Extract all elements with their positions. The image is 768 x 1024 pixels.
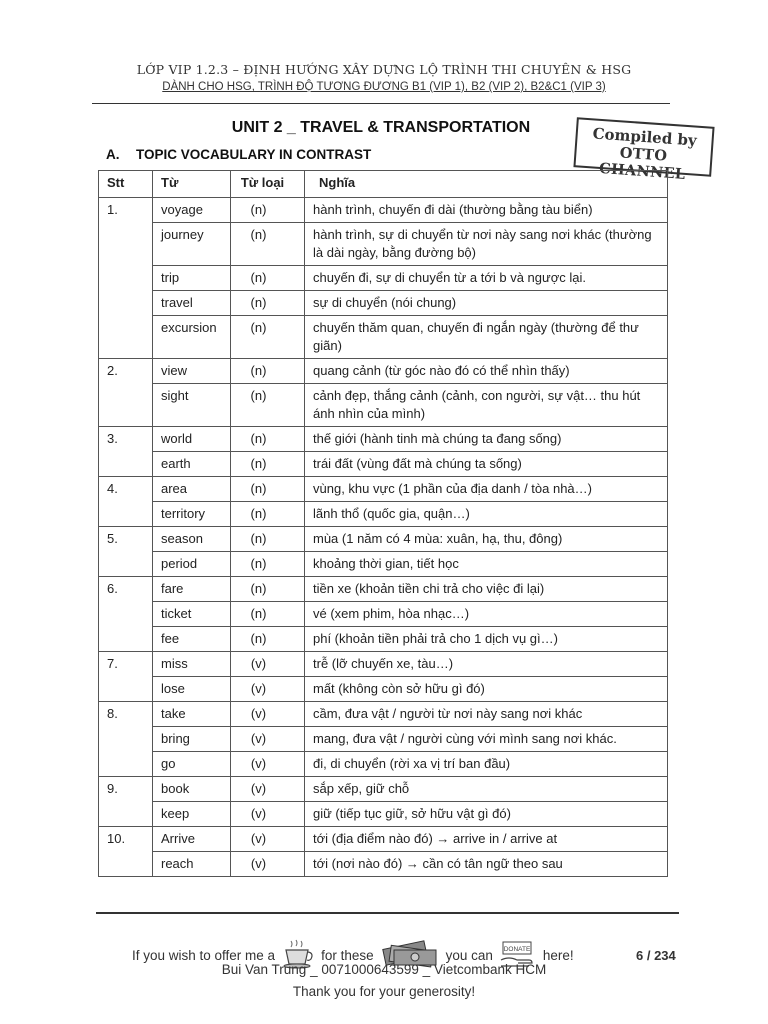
part-of-speech-cell: (n): [231, 502, 305, 527]
meaning-cell: vé (xem phim, hòa nhạc…): [305, 602, 668, 627]
meaning-cell: lãnh thổ (quốc gia, quận…): [305, 502, 668, 527]
word-cell: travel: [153, 291, 231, 316]
meaning-cell: trễ (lỡ chuyến xe, tàu…): [305, 652, 668, 677]
table-row: [99, 802, 668, 827]
meaning-cell: cầm, đưa vật / người từ nơi này sang nơi khác: [305, 702, 668, 727]
part-of-speech-cell: (n): [231, 527, 305, 552]
row-number: 8.: [99, 702, 153, 777]
row-number: 1.: [99, 198, 153, 359]
part-of-speech-cell: (n): [231, 198, 305, 223]
word-cell: excursion: [153, 316, 231, 359]
meaning-cell: tới (nơi nào đó) → cần có tân ngữ theo sau: [305, 852, 668, 877]
word-cell: Arrive: [153, 827, 231, 852]
page-number: 6 / 234: [636, 948, 676, 963]
thank-you-note: Thank you for your generosity!: [292, 984, 476, 999]
table-row: [99, 291, 668, 316]
meaning-cell: chuyến đi, sự di chuyển từ a tới b và ngược lại.: [305, 266, 668, 291]
part-of-speech-cell: (v): [231, 827, 305, 852]
row-number: 4.: [99, 477, 153, 527]
meaning-cell: khoảng thời gian, tiết học: [305, 552, 668, 577]
section-title: TOPIC VOCABULARY IN CONTRAST: [136, 147, 372, 162]
table-row: [99, 502, 668, 527]
meaning-cell: mùa (1 năm có 4 mùa: xuân, hạ, thu, đông): [305, 527, 668, 552]
word-cell: keep: [153, 802, 231, 827]
table-row: [99, 552, 668, 577]
header-title: LỚP VIP 1.2.3 – ĐỊNH HƯỚNG XÂY DỰNG LỘ TRÌNH THI CHUYÊN & HSG: [136, 62, 632, 77]
table-row: [99, 727, 668, 752]
meaning-cell: chuyến thăm quan, chuyến đi ngắn ngày (thường để thư giãn): [305, 316, 668, 359]
row-number: 3.: [99, 427, 153, 477]
part-of-speech-cell: (n): [231, 359, 305, 384]
part-of-speech-cell: (n): [231, 223, 305, 266]
unit-title: UNIT 2 _ TRAVEL & TRANSPORTATION: [231, 119, 531, 136]
word-cell: fare: [153, 577, 231, 602]
donation-text-c: you can: [445, 948, 493, 963]
table-row: [99, 477, 668, 502]
part-of-speech-cell: (n): [231, 577, 305, 602]
word-cell: territory: [153, 502, 231, 527]
word-cell: ticket: [153, 602, 231, 627]
table-row: [99, 384, 668, 427]
word-cell: voyage: [153, 198, 231, 223]
part-of-speech-cell: (v): [231, 802, 305, 827]
part-of-speech-cell: (n): [231, 552, 305, 577]
table-row: [99, 852, 668, 877]
meaning-cell: tới (địa điểm nào đó) → arrive in / arrive at: [305, 827, 668, 852]
table-row: [99, 266, 668, 291]
word-cell: take: [153, 702, 231, 727]
part-of-speech-cell: (n): [231, 316, 305, 359]
word-cell: bring: [153, 727, 231, 752]
table-row: [99, 752, 668, 777]
word-cell: lose: [153, 677, 231, 702]
table-row: [99, 316, 668, 359]
part-of-speech-cell: (v): [231, 777, 305, 802]
meaning-cell: sự di chuyển (nói chung): [305, 291, 668, 316]
word-cell: sight: [153, 384, 231, 427]
word-cell: book: [153, 777, 231, 802]
donation-text-d: here!: [542, 948, 574, 963]
part-of-speech-cell: (v): [231, 727, 305, 752]
part-of-speech-cell: (n): [231, 266, 305, 291]
table-row: [99, 452, 668, 477]
part-of-speech-cell: (n): [231, 427, 305, 452]
word-cell: view: [153, 359, 231, 384]
meaning-cell: trái đất (vùng đất mà chúng ta sống): [305, 452, 668, 477]
part-of-speech-cell: (n): [231, 452, 305, 477]
word-cell: area: [153, 477, 231, 502]
part-of-speech-cell: (v): [231, 677, 305, 702]
table-row: [99, 198, 668, 223]
part-of-speech-cell: (n): [231, 384, 305, 427]
part-of-speech-cell: (v): [231, 702, 305, 727]
part-of-speech-cell: (v): [231, 852, 305, 877]
header-meaning: Nghĩa: [305, 171, 668, 198]
meaning-cell: phí (khoản tiền phải trả cho 1 dịch vụ gì…): [305, 627, 668, 652]
meaning-cell: mang, đưa vật / người cùng với mình sang nơi khác.: [305, 727, 668, 752]
vocabulary-table: [98, 170, 668, 877]
section-letter: A.: [106, 147, 120, 162]
stamp-line-2: OTTO CHANNEL: [598, 144, 686, 183]
donate-label: DONATE: [503, 946, 531, 953]
word-cell: trip: [153, 266, 231, 291]
part-of-speech-cell: (n): [231, 477, 305, 502]
table-row: [99, 602, 668, 627]
donation-text-a: If you wish to offer me a: [132, 948, 276, 963]
meaning-cell: giữ (tiếp tục giữ, sở hữu vật gì đó): [305, 802, 668, 827]
row-number: 10.: [99, 827, 153, 877]
table-row: [99, 359, 668, 384]
part-of-speech-cell: (v): [231, 652, 305, 677]
word-cell: reach: [153, 852, 231, 877]
word-cell: go: [153, 752, 231, 777]
table-row: [99, 527, 668, 552]
table-header-row: [99, 171, 668, 198]
compiled-by-stamp: [573, 117, 714, 183]
word-cell: journey: [153, 223, 231, 266]
stamp-line-1: Compiled by: [592, 124, 698, 150]
footer-divider: [96, 912, 679, 914]
word-cell: miss: [153, 652, 231, 677]
meaning-cell: vùng, khu vực (1 phần của địa danh / tòa nhà…): [305, 477, 668, 502]
table-row: [99, 702, 668, 727]
table-row: [99, 577, 668, 602]
table-row: [99, 427, 668, 452]
meaning-cell: đi, di chuyển (rời xa vị trí ban đầu): [305, 752, 668, 777]
meaning-cell: hành trình, chuyến đi dài (thường bằng tàu biển): [305, 198, 668, 223]
row-number: 5.: [99, 527, 153, 577]
table-row: [99, 827, 668, 852]
donation-text-b: for these: [321, 948, 374, 963]
meaning-cell: mất (không còn sở hữu gì đó): [305, 677, 668, 702]
table-row: [99, 777, 668, 802]
table-body: [99, 198, 668, 877]
header-divider: [92, 103, 670, 104]
word-cell: world: [153, 427, 231, 452]
part-of-speech-cell: (n): [231, 602, 305, 627]
word-cell: period: [153, 552, 231, 577]
header-part-of-speech: Từ loại: [231, 171, 305, 198]
meaning-cell: sắp xếp, giữ chỗ: [305, 777, 668, 802]
meaning-cell: hành trình, sự di chuyển từ nơi này sang nơi khác (thường là dài ngày, bằng đường bộ): [305, 223, 668, 266]
meaning-cell: thế giới (hành tinh mà chúng ta đang sống): [305, 427, 668, 452]
table-row: [99, 223, 668, 266]
part-of-speech-cell: (n): [231, 627, 305, 652]
meaning-cell: quang cảnh (từ góc nào đó có thể nhìn thấy): [305, 359, 668, 384]
header-stt: Stt: [99, 171, 153, 198]
table-row: [99, 627, 668, 652]
word-cell: earth: [153, 452, 231, 477]
part-of-speech-cell: (n): [231, 291, 305, 316]
row-number: 9.: [99, 777, 153, 827]
table-row: [99, 652, 668, 677]
table-row: [99, 677, 668, 702]
row-number: 7.: [99, 652, 153, 702]
row-number: 6.: [99, 577, 153, 652]
word-cell: season: [153, 527, 231, 552]
part-of-speech-cell: (v): [231, 752, 305, 777]
word-cell: fee: [153, 627, 231, 652]
header-word: Từ: [153, 171, 231, 198]
meaning-cell: cảnh đẹp, thắng cảnh (cảnh, con người, sự vật… thu hút ánh nhìn của mình): [305, 384, 668, 427]
bank-info: Bui Van Trung _ 0071000643599 _ Vietcombank HCM: [221, 962, 547, 977]
header-subtitle: DÀNH CHO HSG, TRÌNH ĐỘ TƯƠNG ĐƯƠNG B1 (VIP 1), B2 (VIP 2), B2&C1 (VIP 3): [162, 81, 606, 93]
section-heading: [106, 147, 371, 162]
meaning-cell: tiền xe (khoản tiền chi trả cho việc đi lại): [305, 577, 668, 602]
row-number: 2.: [99, 359, 153, 427]
